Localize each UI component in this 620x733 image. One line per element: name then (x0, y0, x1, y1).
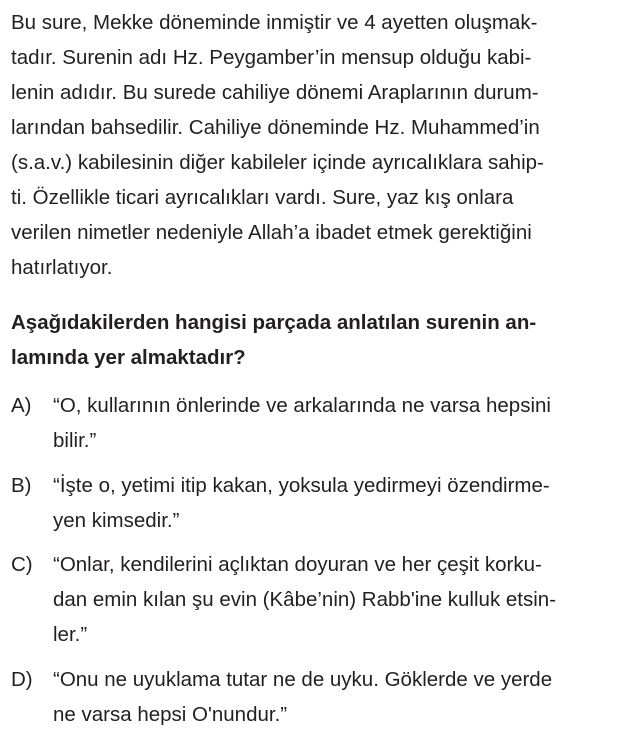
passage-line: tadır. Surenin adı Hz. Peygamber’in mensup olduğu kabi- (11, 46, 532, 69)
option-text-line: yen kimsedir.” (53, 509, 180, 532)
option-text-line: bilir.” (53, 429, 97, 452)
question-line: lamında yer almaktadır? (11, 346, 246, 369)
option-text-line: “Onlar, kendilerini açlıktan doyuran ve her çeşit korku- (53, 553, 542, 576)
option-text-line: “Onu ne uyuklama tutar ne de uyku. Göklerde ve yerde (53, 668, 553, 691)
option-text-line: ler.” (53, 623, 88, 646)
passage-line: Bu sure, Mekke döneminde inmiştir ve 4 ayetten oluşmak- (11, 11, 538, 34)
option-text-line: dan emin kılan şu evin (Kâbe’nin) Rabb'ine kulluk etsin- (53, 588, 557, 611)
option-letter: C) (11, 553, 33, 576)
passage-line: lenin adıdır. Bu surede cahiliye dönemi Araplarının durum- (11, 81, 539, 104)
option-letter: A) (11, 394, 32, 417)
option-text-line: “O, kullarının önlerinde ve arkalarında ne varsa hepsini (53, 394, 551, 417)
passage-line: ti. Özellikle ticari ayrıcalıkları vardı. Sure, yaz kış onlara (11, 186, 514, 209)
option-text-line: “İşte o, yetimi itip kakan, yoksula yedirmeyi özendirme- (53, 474, 550, 497)
option-text-line: ne varsa hepsi O'nundur.” (53, 703, 288, 726)
passage-line: hatırlatıyor. (11, 256, 113, 279)
passage-line: verilen nimetler nedeniyle Allah’a ibadet etmek gerektiğini (11, 221, 532, 244)
option-letter: B) (11, 474, 32, 497)
option-letter: D) (11, 668, 33, 691)
question-line: Aşağıdakilerden hangisi parçada anlatılan surenin an- (11, 311, 537, 334)
passage-line: (s.a.v.) kabilesinin diğer kabileler içinde ayrıcalıklara sahip- (11, 151, 544, 174)
passage-line: larından bahsedilir. Cahiliye döneminde Hz. Muhammed’in (11, 116, 540, 139)
